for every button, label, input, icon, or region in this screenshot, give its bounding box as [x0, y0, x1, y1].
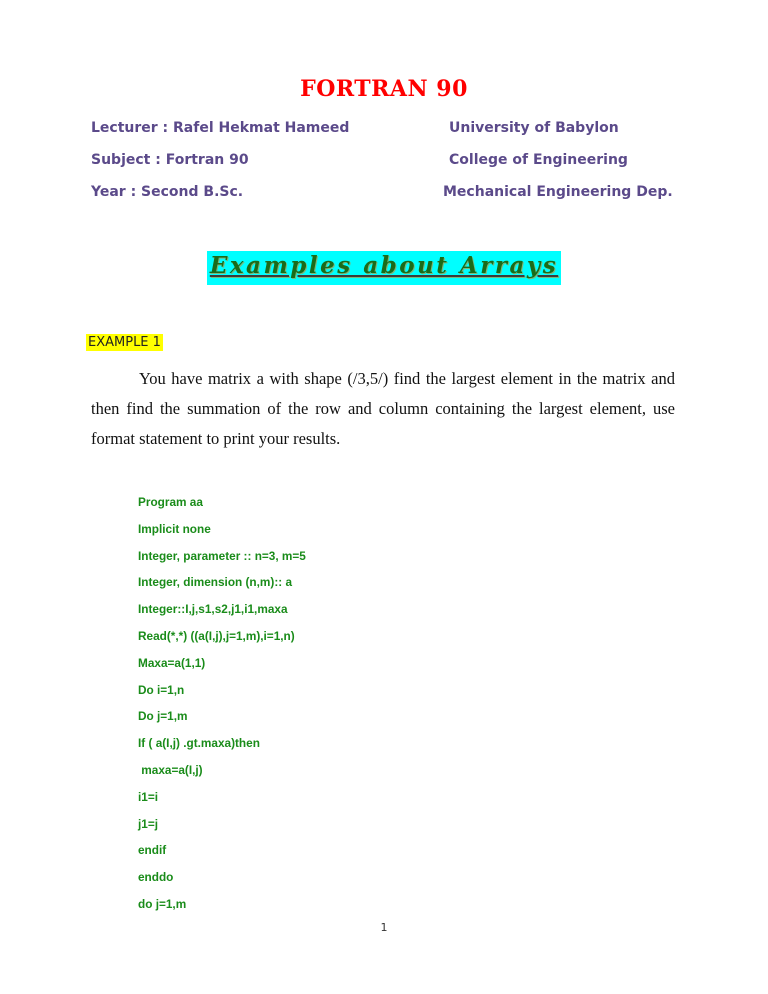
code-line: Do i=1,n — [138, 682, 185, 697]
code-line: endif — [138, 843, 167, 858]
code-line: If ( a(I,j) .gt.maxa)then — [138, 736, 260, 751]
code-line: do j=1,m — [138, 896, 187, 911]
code-line: Integer, dimension (n,m):: a — [138, 575, 293, 590]
code-line: j1=j — [138, 816, 159, 831]
section-heading: Examples about Arrays — [207, 251, 561, 285]
code-line: Implicit none — [138, 521, 211, 536]
code-listing — [138, 494, 306, 923]
code-line: Maxa=a(1,1) — [138, 655, 206, 670]
code-line: Program aa — [138, 495, 203, 509]
university-info: University of Babylon — [449, 120, 619, 136]
problem-statement — [91, 364, 675, 454]
section-banner — [0, 251, 768, 285]
code-line: Read(*,*) ((a(I,j),j=1,m),i=1,n) — [138, 628, 295, 643]
department-info: Mechanical Engineering Dep. — [443, 184, 673, 200]
year-info: Year : Second B.Sc. — [91, 184, 244, 200]
page-number: 1 — [380, 921, 388, 934]
document-title: FORTRAN 90 — [300, 76, 468, 102]
code-line: enddo — [138, 870, 174, 885]
code-line: Do j=1,m — [138, 709, 188, 724]
lecturer-info: Lecturer : Rafel Hekmat Hameed — [91, 120, 350, 136]
code-line: Integer::I,j,s1,s2,j1,i1,maxa — [138, 602, 288, 617]
code-line: i1=i — [138, 789, 159, 804]
code-line: maxa=a(I,j) — [138, 762, 203, 777]
example-label: EXAMPLE 1 — [88, 335, 161, 350]
subject-info: Subject : Fortran 90 — [91, 152, 249, 168]
code-line: Integer, parameter :: n=3, m=5 — [138, 548, 306, 563]
problem-text: You have matrix a with shape (/3,5/) find the largest element in the matrix and then find the summation of the row and column containing the largest element, use format statement to print your results. — [91, 369, 675, 448]
college-info: College of Engineering — [449, 152, 628, 168]
